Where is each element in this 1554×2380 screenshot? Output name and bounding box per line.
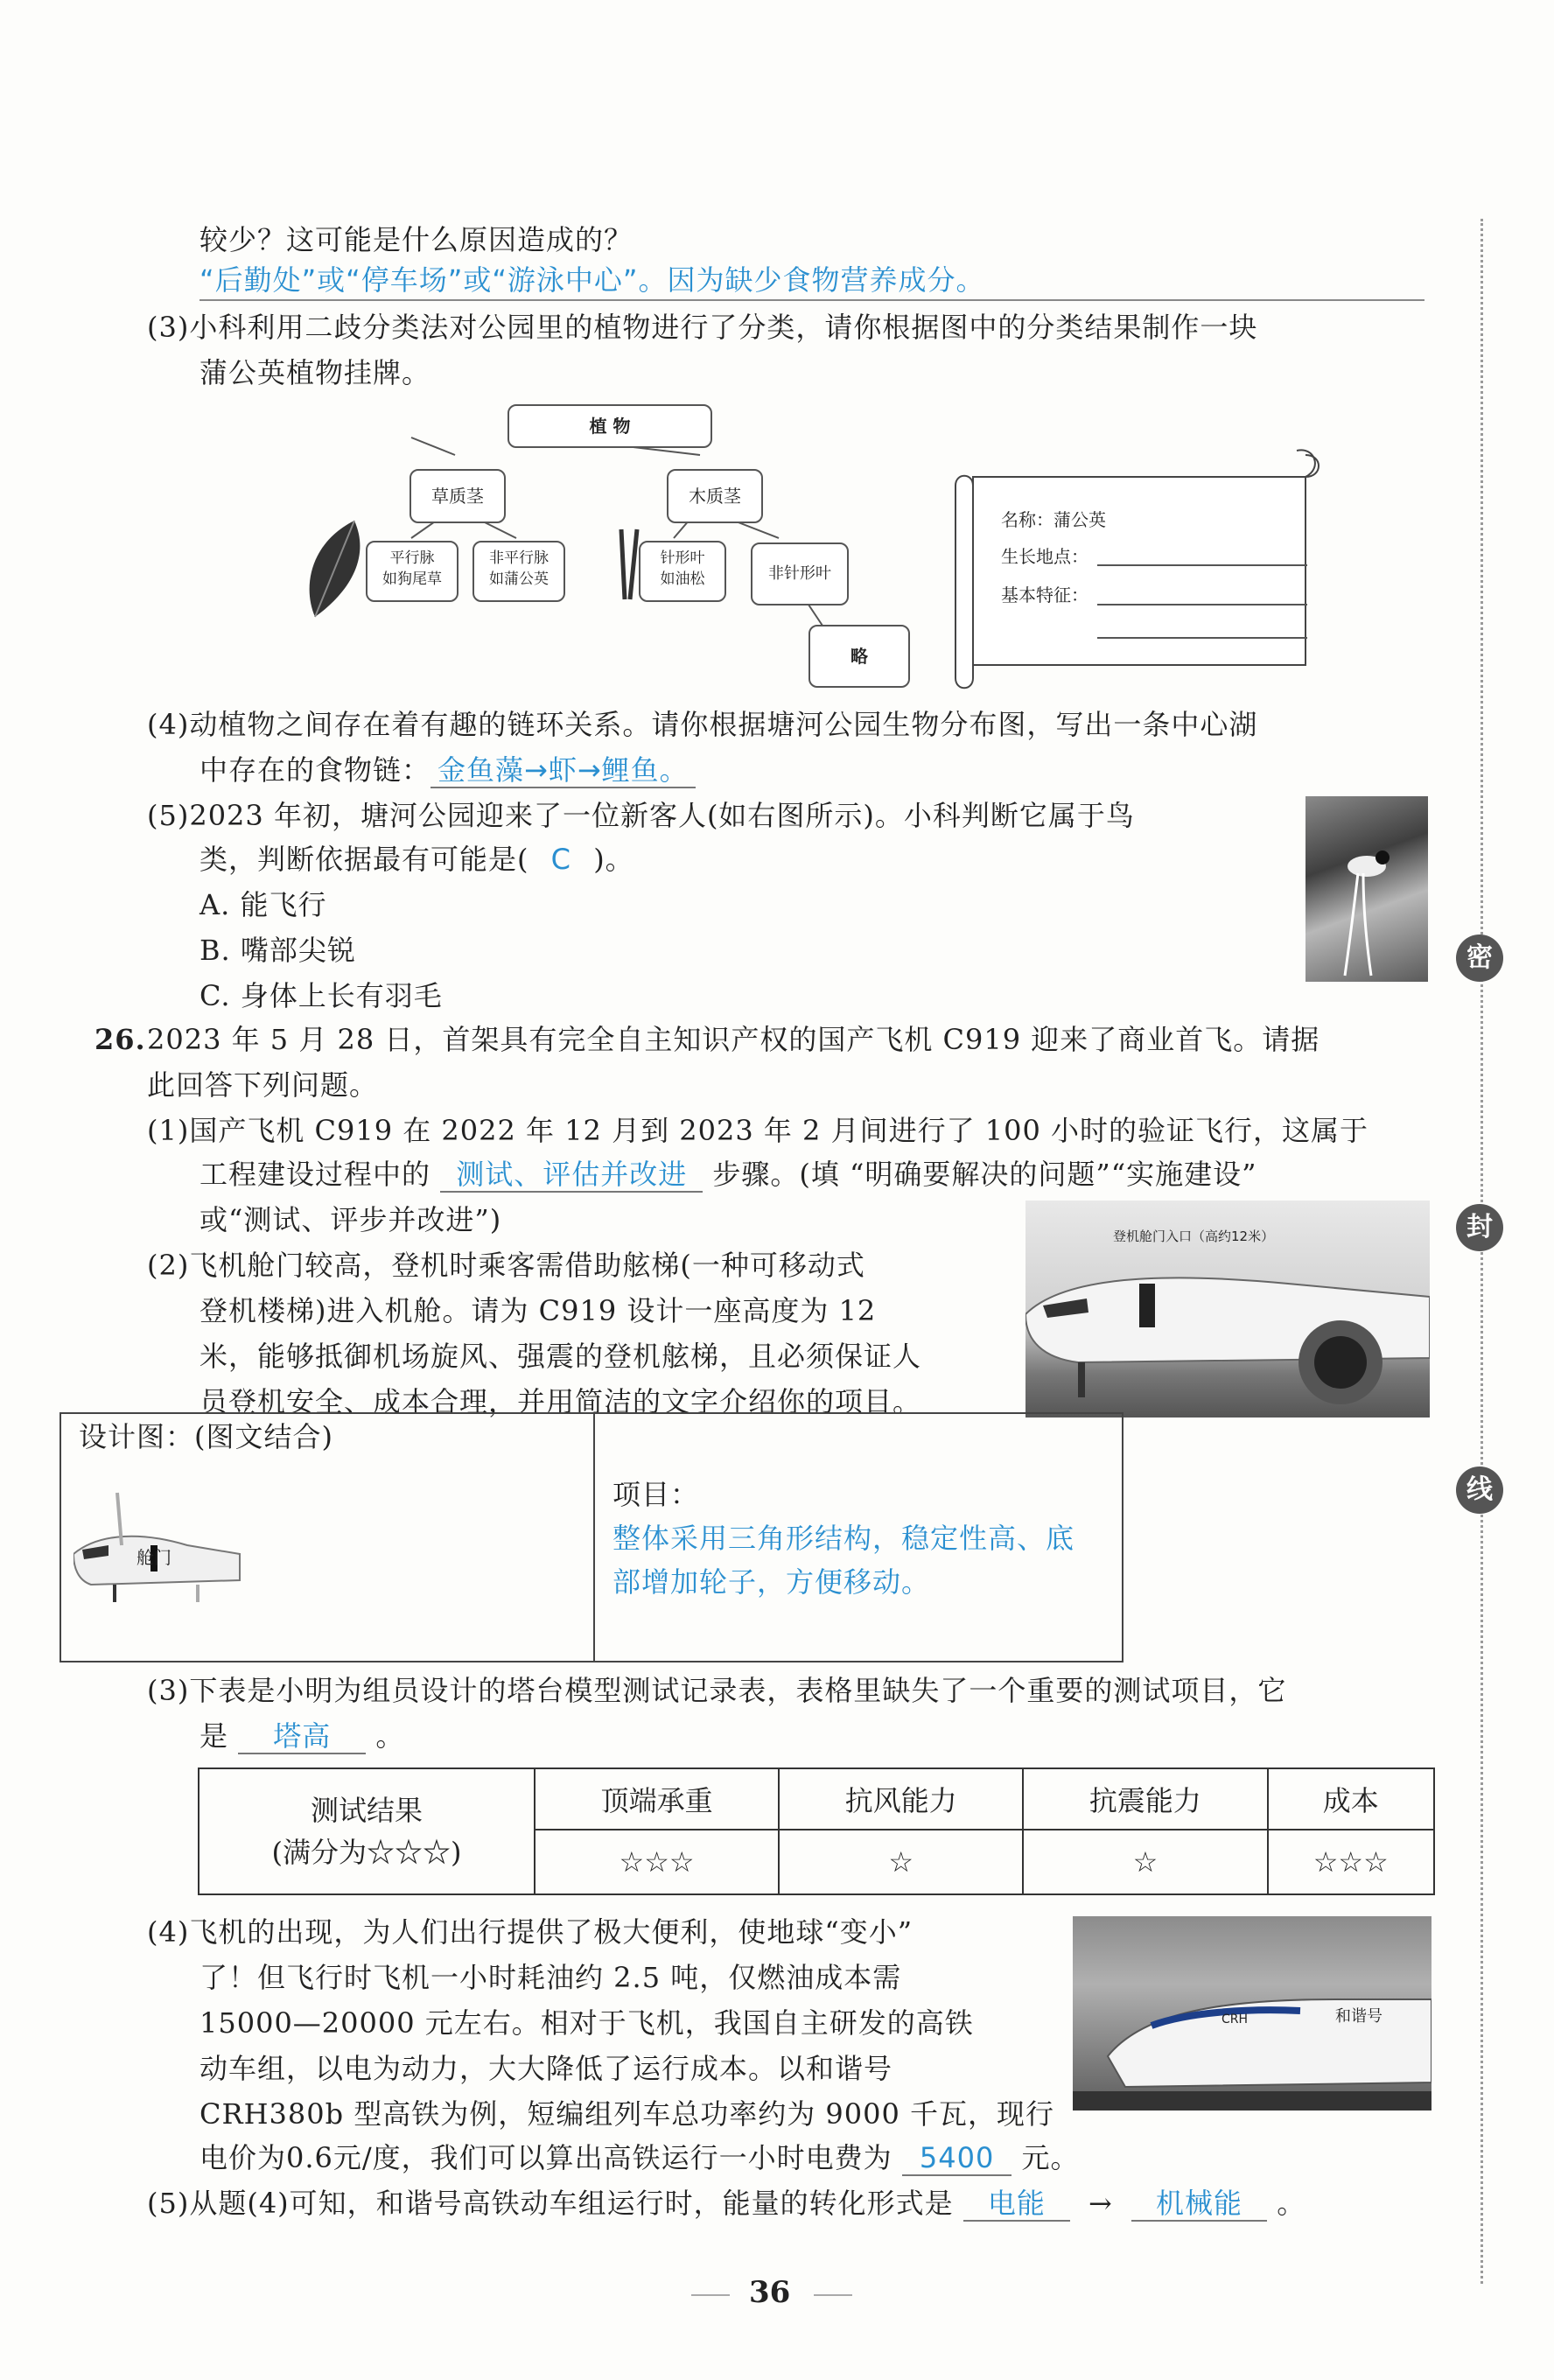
table-val-1: ☆: [779, 1830, 1023, 1894]
design-divider: [593, 1414, 595, 1661]
airplane-photo: [1026, 1200, 1430, 1418]
tree-nonneedle-leaf: 非针形叶: [751, 542, 849, 606]
page-number-left-dash: [691, 2294, 730, 2296]
seal-dotted-line: [1480, 219, 1483, 2284]
seal-xian: 线: [1456, 1466, 1503, 1514]
parallel-label: 平行脉: [389, 550, 435, 567]
p3-end: 。: [375, 1719, 405, 1753]
design-box: [60, 1412, 1124, 1662]
tower-test-table: [198, 1768, 1435, 1895]
q25-part5-line2: [200, 840, 634, 878]
table-val-2: ☆: [1023, 1830, 1267, 1894]
photo-caption: 登机舱门入口（高约12米）: [1113, 1228, 1275, 1244]
q26-p4-line3: 15000—20000 元左右。相对于飞机，我国自主研发的高铁: [200, 2006, 974, 2040]
airplane-icon: [1026, 1200, 1430, 1418]
option-b: B. 嘴部尖锐: [200, 934, 356, 967]
parallel-example: 如狗尾草: [382, 570, 442, 588]
plaque-feature-line1: [1097, 604, 1307, 606]
p1-answer: 测试、评估并改进: [440, 1158, 703, 1193]
p5-arrow: →: [1088, 2187, 1113, 2220]
q26-number: 26.: [94, 1023, 146, 1056]
part5-end: )。: [593, 843, 634, 876]
needle-label: 针形叶: [660, 550, 705, 567]
train-name-text: 和谐号: [1335, 2007, 1382, 2026]
tree-parallel-vein: [366, 541, 458, 602]
q26-p3-line2: [200, 1717, 404, 1755]
p5-answer-1: 电能: [963, 2187, 1070, 2222]
project-answer-line1: 整体采用三角形结构，稳定性高、底: [612, 1522, 1075, 1555]
page-number: 36: [749, 2275, 791, 2310]
table-col-1: 抗风能力: [779, 1768, 1023, 1830]
bird-icon: [1306, 796, 1428, 982]
part4-prompt: 中存在的食物链：: [200, 753, 431, 787]
q25-part2-answer: “后勤处”或“停车场”或“游泳中心”。因为缺少食物营养成分。: [200, 261, 1424, 301]
q26-p2-line2: 登机楼梯)进入机舱。请为 C919 设计一座高度为 12: [200, 1294, 877, 1327]
leaf-icon: [302, 516, 372, 621]
tree-nonparallel-vein: [472, 541, 565, 602]
p5-answer-2: 机械能: [1131, 2187, 1267, 2222]
plaque-feature-line2: [1097, 637, 1307, 639]
project-answer-line2: 部增加轮子，方便移动。: [612, 1565, 931, 1599]
table-col-2: 抗震能力: [1023, 1768, 1267, 1830]
header-full-score: (满分为☆☆☆): [271, 1836, 462, 1869]
design-label: 设计图：(图文结合): [79, 1420, 333, 1453]
q25-part4-line2: [200, 751, 696, 789]
q26-intro-line1: 2023 年 5 月 28 日，首架具有完全自主知识产权的国产飞机 C919 迎来了商业首飞。请据: [147, 1023, 1320, 1056]
food-chain-answer: 金鱼藻→虾→鲤鱼。: [430, 753, 696, 788]
train-photo: [1073, 1916, 1432, 2110]
q26-p2-line3: 米，能够抵御机场旋风、强震的登机舷梯，且必须保证人: [200, 1340, 922, 1373]
q26-p1-line1: (1)国产飞机 C919 在 2022 年 12 月到 2023 年 2 月间进行了 100 小时的验证飞行，这属于: [147, 1114, 1368, 1147]
p4-prompt: 电价为0.6元/度，我们可以算出高铁运行一小时电费为: [200, 2141, 892, 2174]
p4-answer: 5400: [902, 2141, 1012, 2176]
part5-answer: C: [550, 843, 572, 876]
page-number-right-dash: [814, 2294, 852, 2296]
seal-feng: 封: [1456, 1204, 1503, 1251]
p1-rest: 步骤。(填 “明确要解决的问题”“实施建设”: [712, 1158, 1257, 1191]
q26-p4-line5: CRH380b 型高铁为例，短编组列车总功率约为 9000 千瓦，现行: [200, 2097, 1055, 2131]
tree-needle-leaf: [639, 541, 726, 602]
tree-herb-stem: 草质茎: [410, 469, 506, 523]
p5-prompt: (5)从题(4)可知，和谐号高铁动车组运行时，能量的转化形式是: [147, 2187, 954, 2220]
q26-p4-line4: 动车组，以电为动力，大大降低了运行成本。以和谐号: [200, 2052, 893, 2085]
plaque-name: 名称：蒲公英: [1001, 509, 1106, 530]
header-result-label: 测试结果: [310, 1794, 423, 1827]
q26-p1-line3: 或“测试、评步并改进”): [200, 1203, 502, 1236]
p3-answer: 塔高: [238, 1719, 366, 1754]
table-col-0: 顶端承重: [535, 1768, 779, 1830]
part5-prompt: 类，判断依据最有可能是(: [200, 843, 529, 876]
q25-part5-line1: (5)2023 年初，塘河公园迎来了一位新客人(如右图所示)。小科判断它属于鸟: [147, 799, 1135, 832]
table-val-3: ☆☆☆: [1268, 1830, 1434, 1894]
plaque-place: 生长地点：: [1001, 546, 1088, 567]
project-label: 项目：: [612, 1478, 700, 1511]
q25-part3-line1: (3)小科利用二歧分类法对公园里的植物进行了分类，请你根据图中的分类结果制作一块: [147, 311, 1258, 344]
q26-p4-line2: 了！但飞行时飞机一小时耗油约 2.5 吨，仅燃油成本需: [200, 1961, 902, 1994]
q26-p3-line1: (3)下表是小明为组员设计的塔台模型测试记录表，表格里缺失了一个重要的测试项目，它: [147, 1674, 1287, 1707]
tree-wood-stem: 木质茎: [667, 469, 763, 523]
nonparallel-example: 如蒲公英: [489, 570, 549, 588]
design-door-label: 舱门: [136, 1547, 172, 1568]
p3-prompt: 是: [200, 1719, 229, 1753]
q26-p2-line4: 员登机安全、成本合理，并用简洁的文字介绍你的项目。: [200, 1385, 922, 1418]
table-header-result: [199, 1768, 535, 1894]
bird-photo: [1306, 796, 1428, 982]
plaque-feature: 基本特征：: [1001, 584, 1088, 606]
needle-example: 如油松: [660, 570, 705, 588]
table-val-0: ☆☆☆: [535, 1830, 779, 1894]
table-col-3: 成本: [1268, 1768, 1434, 1830]
q26-p2-line1: (2)飞机舱门较高，登机时乘客需借助舷梯(一种可移动式: [147, 1249, 865, 1282]
tree-root-plant: 植 物: [508, 404, 712, 448]
option-a: A. 能飞行: [200, 888, 327, 921]
plaque-place-line: [1097, 564, 1307, 566]
q25-part3-line2: 蒲公英植物挂牌。: [200, 356, 431, 389]
q26-p1-line2: [200, 1155, 1256, 1194]
seal-mi: 密: [1456, 934, 1503, 982]
tree-omitted: 略: [808, 625, 910, 688]
option-c: C. 身体上长有羽毛: [200, 979, 443, 1012]
p4-end: 元。: [1021, 2141, 1080, 2174]
p1-prompt: 工程建设过程中的: [200, 1158, 431, 1191]
q25-part4-line1: (4)动植物之间存在着有趣的链环关系。请你根据塘河公园生物分布图，写出一条中心湖: [147, 708, 1258, 741]
q26-intro-line2: 此回答下列问题。: [147, 1068, 379, 1102]
q26-p4-line1: (4)飞机的出现，为人们出行提供了极大便利，使地球“变小”: [147, 1915, 914, 1949]
train-crh-text: CRH: [1222, 2012, 1249, 2026]
q26-p5: [147, 2184, 1306, 2222]
q26-p4-line6: [200, 2138, 1079, 2177]
p5-end: 。: [1277, 2187, 1306, 2220]
nonparallel-label: 非平行脉: [489, 550, 549, 567]
q25-part2-cont: 较少？这可能是什么原因造成的？: [200, 223, 634, 256]
table-row: [199, 1768, 1434, 1830]
